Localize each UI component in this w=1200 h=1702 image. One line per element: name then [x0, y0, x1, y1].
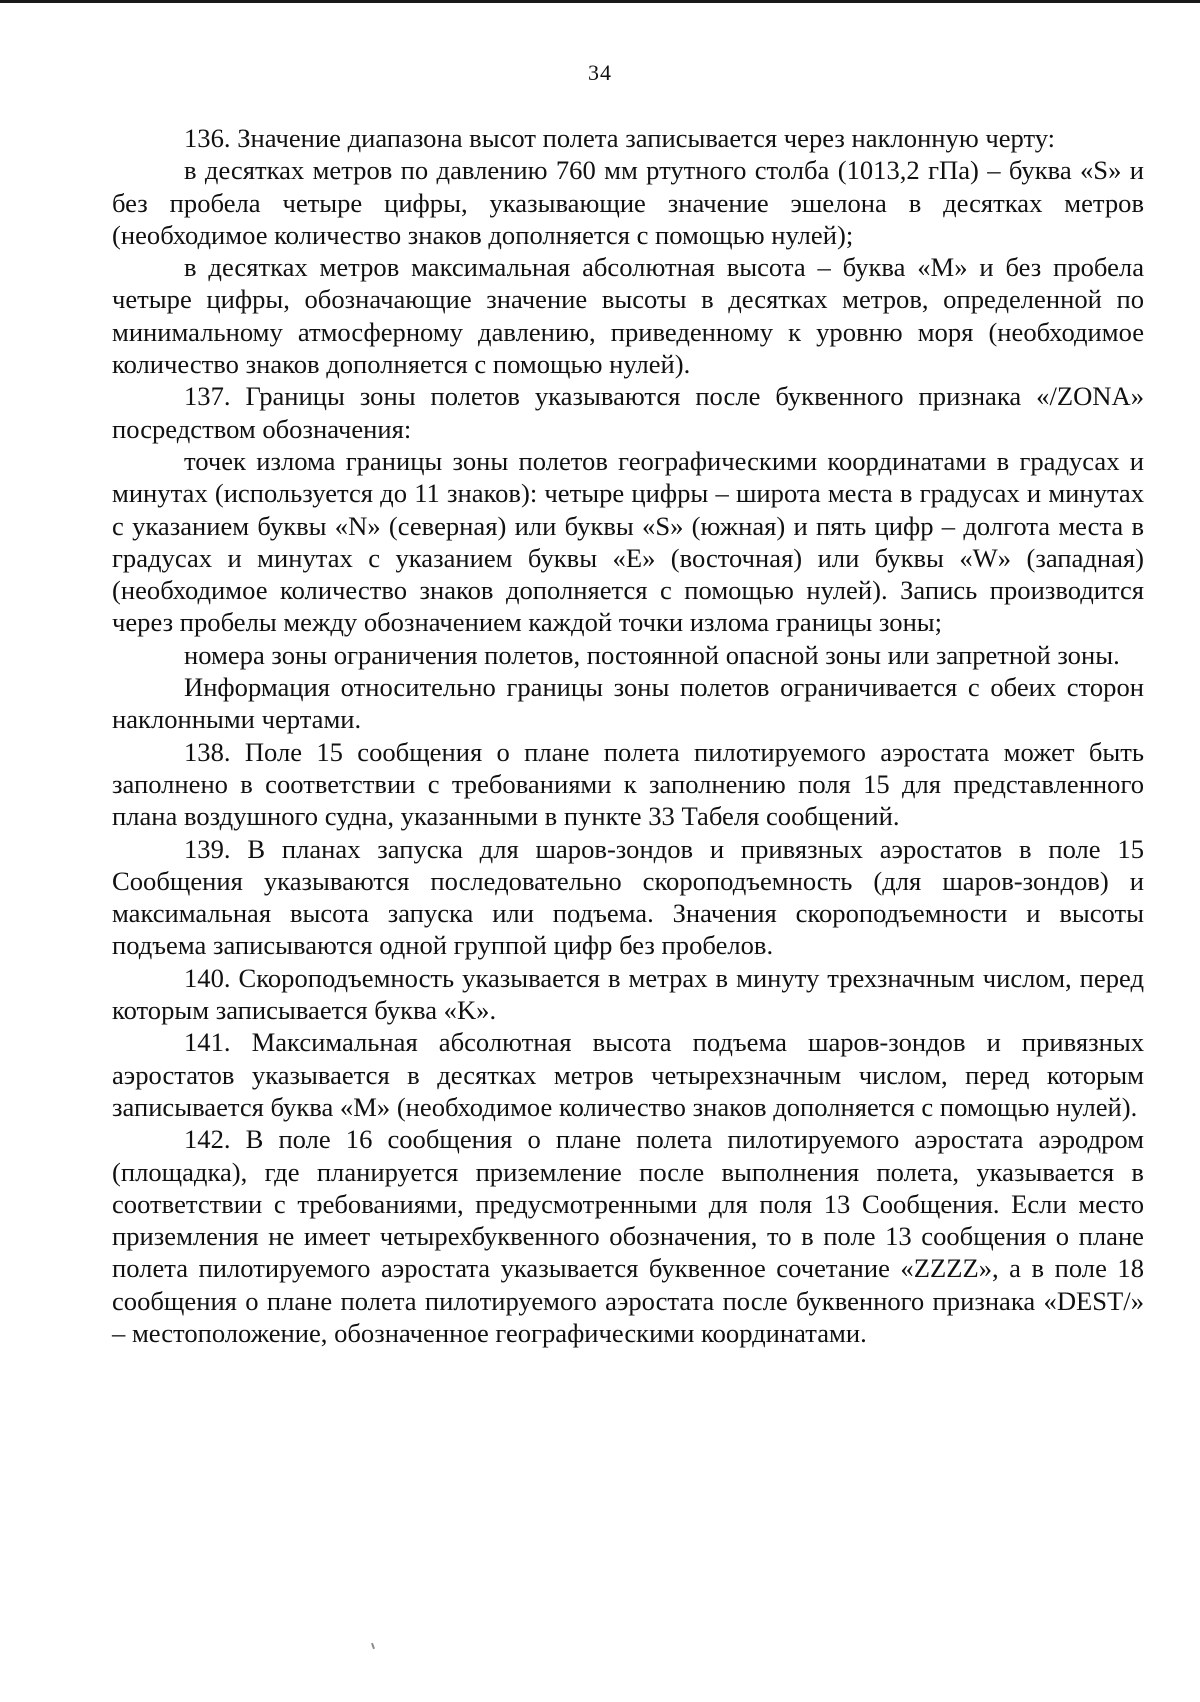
paragraph-142: 142. В поле 16 сообщения о плане полета пилотируемого аэростата аэродром (площадка), где планируется приземление после выполнения полета, указывается в соответствии с требованиями, предусмотренными для поля 13 Сообщения. Если место приземления не имеет четырехбуквенного обозначения, то в поле 13 сообщения о плане полета пилотируемого аэростата указывается буквенное сочетание «ZZZZ», а в поле 18 сообщения о плане полета пилотируемого аэростата после буквенного признака «DEST/» – местоположение, обозначенное географическими координатами. — [112, 1124, 1144, 1348]
paragraph-140: 140. Скороподъемность указывается в метрах в минуту трехзначным числом, перед которым записывается буква «K». — [112, 962, 1144, 1026]
paragraph-139: 139. В планах запуска для шаров-зондов и привязных аэростатов в поле 15 Сообщения указываются последовательно скороподъемность (для шаров-зондов) и максимальная высота запуска или подъема. Значения скороподъемности и высоты подъема записываются одной группой цифр без пробелов. — [112, 833, 1144, 961]
scan-top-edge — [0, 0, 1200, 3]
page-number: 34 — [588, 60, 612, 85]
paragraph-137-item-1: точек излома границы зоны полетов географическими координатами в градусах и минутах (используется до 11 знаков): четыре цифры – широта места в градусах и минутах с указанием буквы «N» (северная) или буквы «S» (южная) и пять цифр – долгота места в градусах и минутах с указанием буквы «E» (восточная) или буквы «W» (западная) (необходимое количество знаков дополняется с помощью нулей). Запись производится через пробелы между обозначением каждой точки излома границы зоны; — [112, 445, 1144, 638]
paragraph-137: 137. Границы зоны полетов указываются после буквенного признака «/ZONA» посредством обозначения: — [112, 381, 1144, 444]
paragraph-136: 136. Значение диапазона высот полета записывается через наклонную черту: — [184, 123, 1056, 153]
paragraph-136-item-2: в десятках метров максимальная абсолютная высота – буква «М» и без пробела четыре цифры, обозначающие значение высоты в десятках метров, определенной по минимальному атмосферному давлению, приведенному к уровню моря (необходимое количество знаков дополняется с помощью нулей). — [112, 252, 1144, 380]
paragraph-138: 138. Поле 15 сообщения о плане полета пилотируемого аэростата может быть заполнено в соответствии с требованиями к заполнению поля 15 для представленного плана воздушного судна, указанными в пункте 33 Табеля сообщений. — [112, 736, 1144, 832]
paragraph-136-item-1: в десятках метров по давлению 760 мм ртутного столба (1013,2 гПа) – буква «S» и без пробела четыре цифры, указывающие значение эшелона в десятках метров (необходимое количество знаков дополняется с помощью нулей); — [112, 155, 1144, 250]
paragraph-137-item-2: номера зоны ограничения полетов, постоянной опасной зоны или запретной зоны. — [184, 639, 1120, 670]
document-body — [112, 122, 1144, 1349]
paragraph-137-note: Информация относительно границы зоны полетов ограничивается с обеих сторон наклонными чертами. — [112, 672, 1144, 735]
scan-speck — [371, 1643, 375, 1649]
paragraph-141: 141. Максимальная абсолютная высота подъема шаров-зондов и привязных аэростатов указывается в десятках метров четырехзначным числом, перед которым записывается буква «М» (необходимое количество знаков дополняется с помощью нулей). — [112, 1027, 1144, 1122]
